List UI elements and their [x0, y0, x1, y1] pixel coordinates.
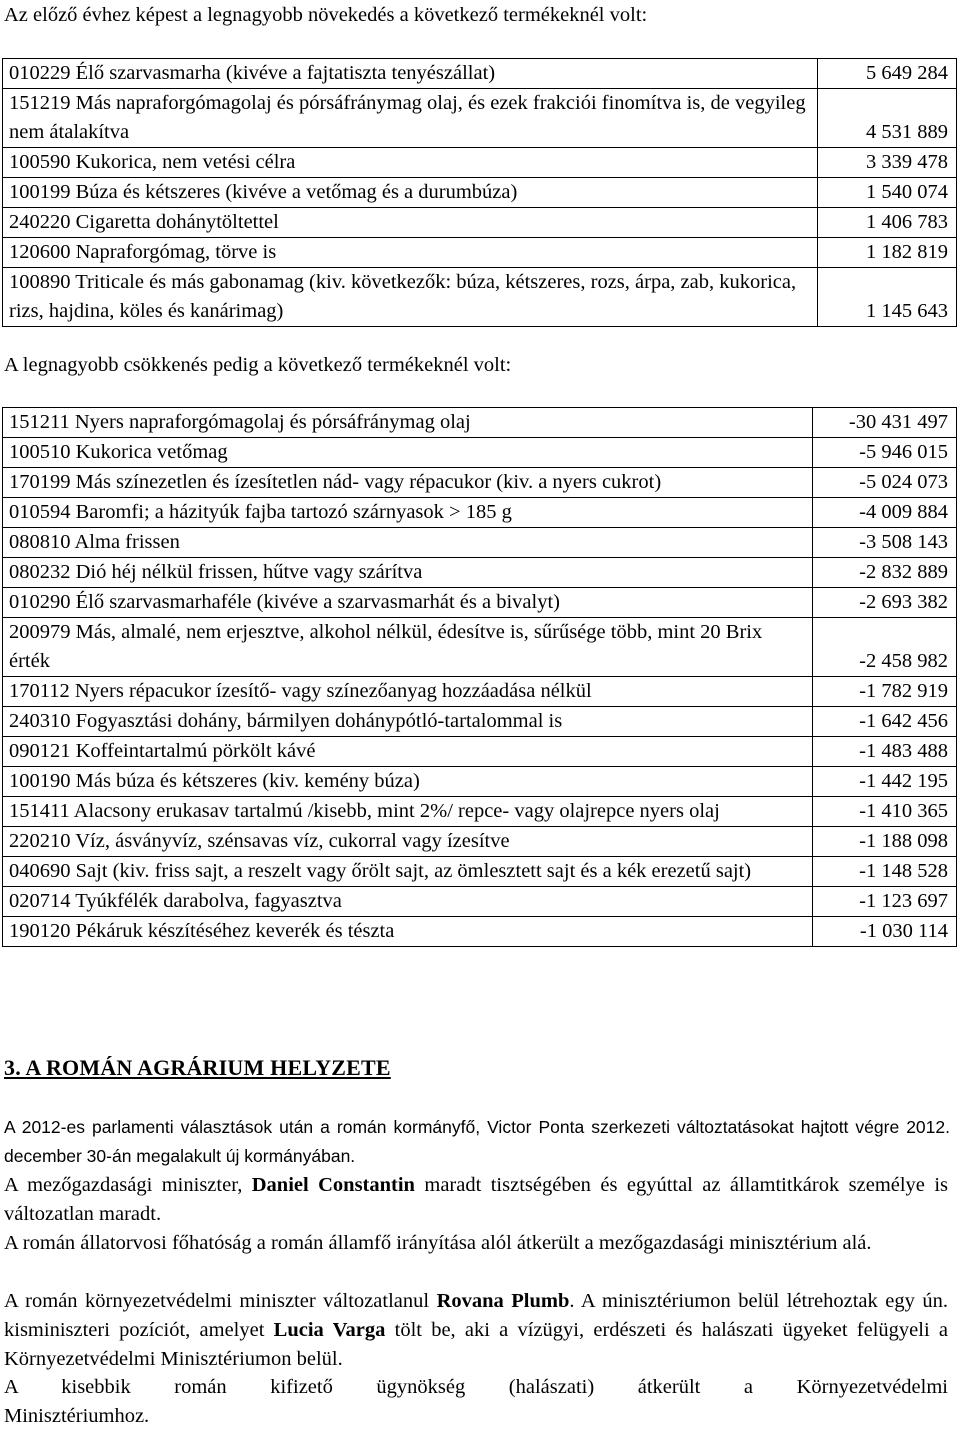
- value-cell: -1 148 528: [813, 857, 957, 887]
- value-cell: 1 406 783: [818, 208, 957, 238]
- minister-name: Daniel Constantin: [251, 1174, 415, 1196]
- table-row: [3, 857, 957, 887]
- product-label-cell: 151211 Nyers napraforgómagolaj és pórsáfránymag olaj: [3, 408, 813, 438]
- growth-table-body: [3, 59, 957, 327]
- value-cell: 1 182 819: [818, 238, 957, 268]
- value-cell: 3 339 478: [818, 148, 957, 178]
- paragraph-text: tölt be, aki a vízügyi, erdészeti és halászati ügyeket felügyeli a Környezetvédelmi Minisztériumon belül.: [4, 1319, 948, 1370]
- value-cell: 1 145 643: [818, 268, 957, 327]
- table-row: [3, 917, 957, 947]
- paragraph-text: maradt tisztségében és egyúttal az államtitkárok személye is változatlan maradt.: [4, 1174, 949, 1225]
- table-row: [3, 707, 957, 737]
- decline-table: [2, 407, 957, 947]
- product-label-cell: 100190 Más búza és kétszeres (kiv. kemény búza): [3, 767, 813, 797]
- table-row: [3, 148, 957, 178]
- product-label-cell: 220210 Víz, ásványvíz, szénsavas víz, cukorral vagy ízesítve: [3, 827, 813, 857]
- product-label-cell: 010229 Élő szarvasmarha (kivéve a fajtatiszta tenyészállat): [3, 59, 818, 89]
- value-cell: -1 782 919: [813, 677, 957, 707]
- table-row: [3, 89, 957, 148]
- value-cell: -4 009 884: [813, 498, 957, 528]
- table-row: [3, 468, 957, 498]
- paragraph-veterinary-authority: A román állatorvosi főhatóság a román államfő irányítása alól átkerült a mezőgazdasági minisztérium alá.: [4, 1232, 872, 1254]
- paragraph-payment-agency: [4, 1373, 948, 1431]
- table-row: [3, 268, 957, 327]
- product-label-cell: 080810 Alma frissen: [3, 528, 813, 558]
- minister-name: Rovana Plumb: [436, 1290, 570, 1312]
- table-row: [3, 588, 957, 618]
- paragraph-agriculture-minister: [4, 1171, 948, 1229]
- growth-intro-text: Az előző évhez képest a legnagyobb növekedés a következő termékeknél volt:: [4, 4, 648, 26]
- value-cell: -2 458 982: [813, 618, 957, 677]
- table-row: [3, 498, 957, 528]
- product-label-cell: 100199 Búza és kétszeres (kivéve a vetőmag és a durumbúza): [3, 178, 818, 208]
- value-cell: 5 649 284: [818, 59, 957, 89]
- section-heading: 3. A ROMÁN AGRÁRIUM HELYZETE: [4, 1055, 391, 1080]
- product-label-cell: 240220 Cigaretta dohánytöltettel: [3, 208, 818, 238]
- paragraph-line: A kisebbik román kifizető ügynökség (halászati) átkerült a Környezetvédelmi: [4, 1376, 948, 1398]
- value-cell: -1 188 098: [813, 827, 957, 857]
- table-row: [3, 737, 957, 767]
- paragraph-line: Minisztériumhoz.: [4, 1405, 150, 1427]
- table-row: [3, 767, 957, 797]
- product-label-cell: 120600 Napraforgómag, törve is: [3, 238, 818, 268]
- paragraph-text: A mezőgazdasági miniszter,: [4, 1174, 252, 1196]
- table-row: [3, 827, 957, 857]
- product-label-cell: 240310 Fogyasztási dohány, bármilyen dohánypótló-tartalommal is: [3, 707, 813, 737]
- product-label-cell: 100510 Kukorica vetőmag: [3, 438, 813, 468]
- value-cell: -1 483 488: [813, 737, 957, 767]
- value-cell: -30 431 497: [813, 408, 957, 438]
- paragraph-environment-minister: [4, 1287, 948, 1374]
- value-cell: -2 832 889: [813, 558, 957, 588]
- table-row: [3, 887, 957, 917]
- paragraph-text: . A minisztériumon belül létrehoztak egy ún. kisminiszteri pozíciót, amelyet: [4, 1290, 948, 1341]
- growth-table: [2, 58, 957, 327]
- table-row: [3, 208, 957, 238]
- product-label-cell: 100590 Kukorica, nem vetési célra: [3, 148, 818, 178]
- product-label-cell: 010594 Baromfi; a házityúk fajba tartozó szárnyasok > 185 g: [3, 498, 813, 528]
- value-cell: -1 410 365: [813, 797, 957, 827]
- product-label-cell: 170112 Nyers répacukor ízesítő- vagy színezőanyag hozzáadása nélkül: [3, 677, 813, 707]
- product-label-cell: 080232 Dió héj nélkül frissen, hűtve vagy szárítva: [3, 558, 813, 588]
- product-label-cell: 170199 Más színezetlen és ízesítetlen nád- vagy répacukor (kiv. a nyers cukrot): [3, 468, 813, 498]
- value-cell: 1 540 074: [818, 178, 957, 208]
- value-cell: -1 123 697: [813, 887, 957, 917]
- paragraph-government-change: A 2012-es parlamenti választások után a román kormányfő, Victor Ponta szerkezeti változtatásokat hajtott végre 2012. december 30-án megalakult új kormányában.: [4, 1117, 950, 1166]
- paragraph-text: A román környezetvédelmi miniszter változatlanul: [4, 1290, 437, 1312]
- table-row: [3, 408, 957, 438]
- table-row: [3, 59, 957, 89]
- product-label-cell: 151411 Alacsony erukasav tartalmú /kisebb, mint 2%/ repce- vagy olajrepce nyers olaj: [3, 797, 813, 827]
- table-row: [3, 528, 957, 558]
- product-label-cell: 190120 Pékáruk készítéséhez keverék és tészta: [3, 917, 813, 947]
- decline-table-body: [3, 408, 957, 947]
- product-label-cell: 100890 Triticale és más gabonamag (kiv. következők: búza, kétszeres, rozs, árpa, zab, kukorica, rizs, hajdina, köles és kanárimag): [3, 268, 818, 327]
- product-label-cell: 010290 Élő szarvasmarhaféle (kivéve a szarvasmarhát és a bivalyt): [3, 588, 813, 618]
- value-cell: -3 508 143: [813, 528, 957, 558]
- product-label-cell: 040690 Sajt (kiv. friss sajt, a reszelt vagy őrölt sajt, az ömlesztett sajt és a kék erezetű sajt): [3, 857, 813, 887]
- table-row: [3, 797, 957, 827]
- value-cell: -5 024 073: [813, 468, 957, 498]
- value-cell: -5 946 015: [813, 438, 957, 468]
- junior-minister-name: Lucia Varga: [273, 1319, 386, 1341]
- product-label-cell: 090121 Koffeintartalmú pörkölt kávé: [3, 737, 813, 767]
- table-row: [3, 438, 957, 468]
- product-label-cell: 200979 Más, almalé, nem erjesztve, alkohol nélkül, édesítve is, sűrűsége több, mint 20 Brix érték: [3, 618, 813, 677]
- decline-intro-text: A legnagyobb csökkenés pedig a következő termékeknél volt:: [4, 354, 512, 376]
- table-row: [3, 238, 957, 268]
- table-row: [3, 618, 957, 677]
- value-cell: -2 693 382: [813, 588, 957, 618]
- table-row: [3, 178, 957, 208]
- product-label-cell: 151219 Más napraforgómagolaj és pórsáfránymag olaj, és ezek frakciói finomítva is, de vegyileg nem átalakítva: [3, 89, 818, 148]
- product-label-cell: 020714 Tyúkfélék darabolva, fagyasztva: [3, 887, 813, 917]
- value-cell: -1 030 114: [813, 917, 957, 947]
- value-cell: -1 442 195: [813, 767, 957, 797]
- table-row: [3, 677, 957, 707]
- value-cell: 4 531 889: [818, 89, 957, 148]
- value-cell: -1 642 456: [813, 707, 957, 737]
- table-row: [3, 558, 957, 588]
